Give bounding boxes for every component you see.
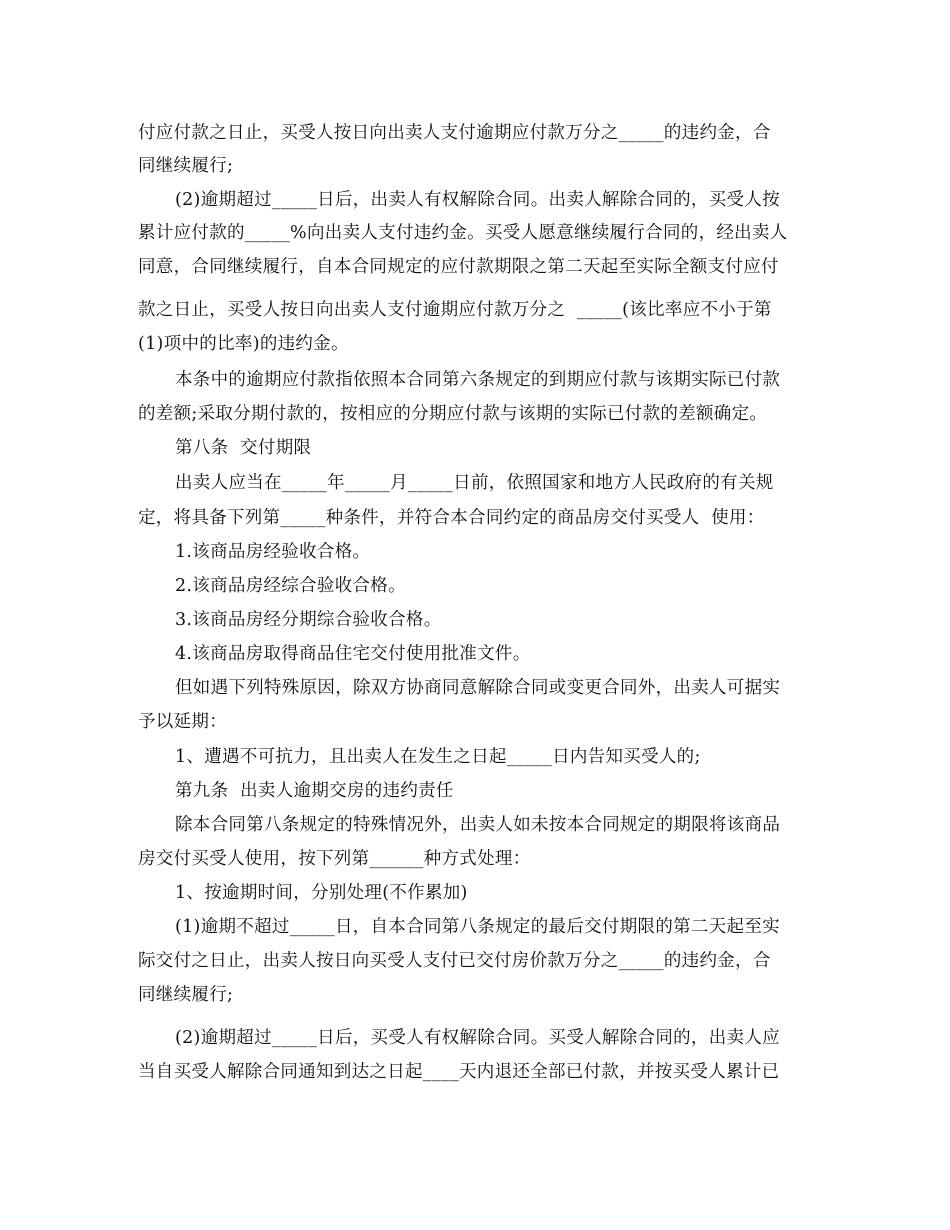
text-line: 房交付买受人使用，按下列第______种方式处理： [138, 849, 531, 869]
text-line: 出卖人应当在_____年_____月_____日前，依照国家和地方人民政府的有关规 [175, 473, 774, 493]
list-item: 2.该商品房经综合验收合格。 [175, 576, 406, 596]
list-item: 4.该商品房取得商品住宅交付使用批准文件。 [175, 644, 531, 664]
text-line: 的差额;采取分期付款的，按相应的分期应付款与该期的实际已付款的差额确定。 [138, 404, 768, 424]
text-line: 本条中的逾期应付款指依照本合同第六条规定的到期应付款与该期实际已付款 [175, 370, 781, 390]
text-line: 付应付款之日止，买受人按日向出卖人支付逾期应付款万分之_____的违约金，合 [138, 123, 771, 143]
text-line: 同继续履行; [138, 156, 234, 176]
text-line: 际交付之日止，出卖人按日向买受人支付已交付房价款万分之_____的违约金，合 [138, 951, 771, 971]
text-line: (2)逾期超过_____日后，买受人有权解除合同。买受人解除合同的，出卖人应 [175, 1028, 780, 1048]
text-line: 定，将具备下列第_____种条件，并符合本合同约定的商品房交付买受人 使用： [138, 508, 765, 528]
text-line: (1)项中的比率)的违约金。 [138, 334, 349, 354]
text-line: 款之日止，买受人按日向出卖人支付逾期应付款万分之 _____(该比率应不小于第 [138, 300, 772, 320]
list-item: 1.该商品房经验收合格。 [175, 542, 371, 562]
section-heading: 第九条 出卖人逾期交房的违约责任 [175, 781, 454, 801]
text-line: 同继续履行; [138, 985, 234, 1005]
list-item: 1、按逾期时间，分别处理(不作累加) [175, 883, 468, 903]
text-line: (2)逾期超过_____日后，出卖人有权解除合同。出卖人解除合同的，买受人按 [175, 190, 780, 210]
text-line: (1)逾期不超过_____日，自本合同第八条规定的最后交付期限的第二天起至实 [175, 917, 780, 937]
text-line: 予以延期： [138, 712, 227, 732]
text-line: 同意，合同继续履行，自本合同规定的应付款期限之第二天起至实际全额支付应付 [138, 257, 779, 277]
text-line: 当自买受人解除合同通知到达之日起____天内退还全部已付款，并按买受人累计已 [138, 1062, 780, 1082]
list-item: 1、遭遇不可抗力，且出卖人在发生之日起_____日内告知买受人的; [175, 747, 701, 767]
section-heading: 第八条 交付期限 [175, 438, 312, 458]
text-line: 累计应付款的_____%向出卖人支付违约金。买受人愿意继续履行合同的，经出卖人 [138, 223, 788, 243]
text-line: 但如遇下列特殊原因，除双方协商同意解除合同或变更合同外，出卖人可据实 [175, 678, 781, 698]
list-item: 3.该商品房经分期综合验收合格。 [175, 610, 442, 630]
text-line: 除本合同第八条规定的特殊情况外，出卖人如未按本合同规定的期限将该商品 [175, 815, 781, 835]
